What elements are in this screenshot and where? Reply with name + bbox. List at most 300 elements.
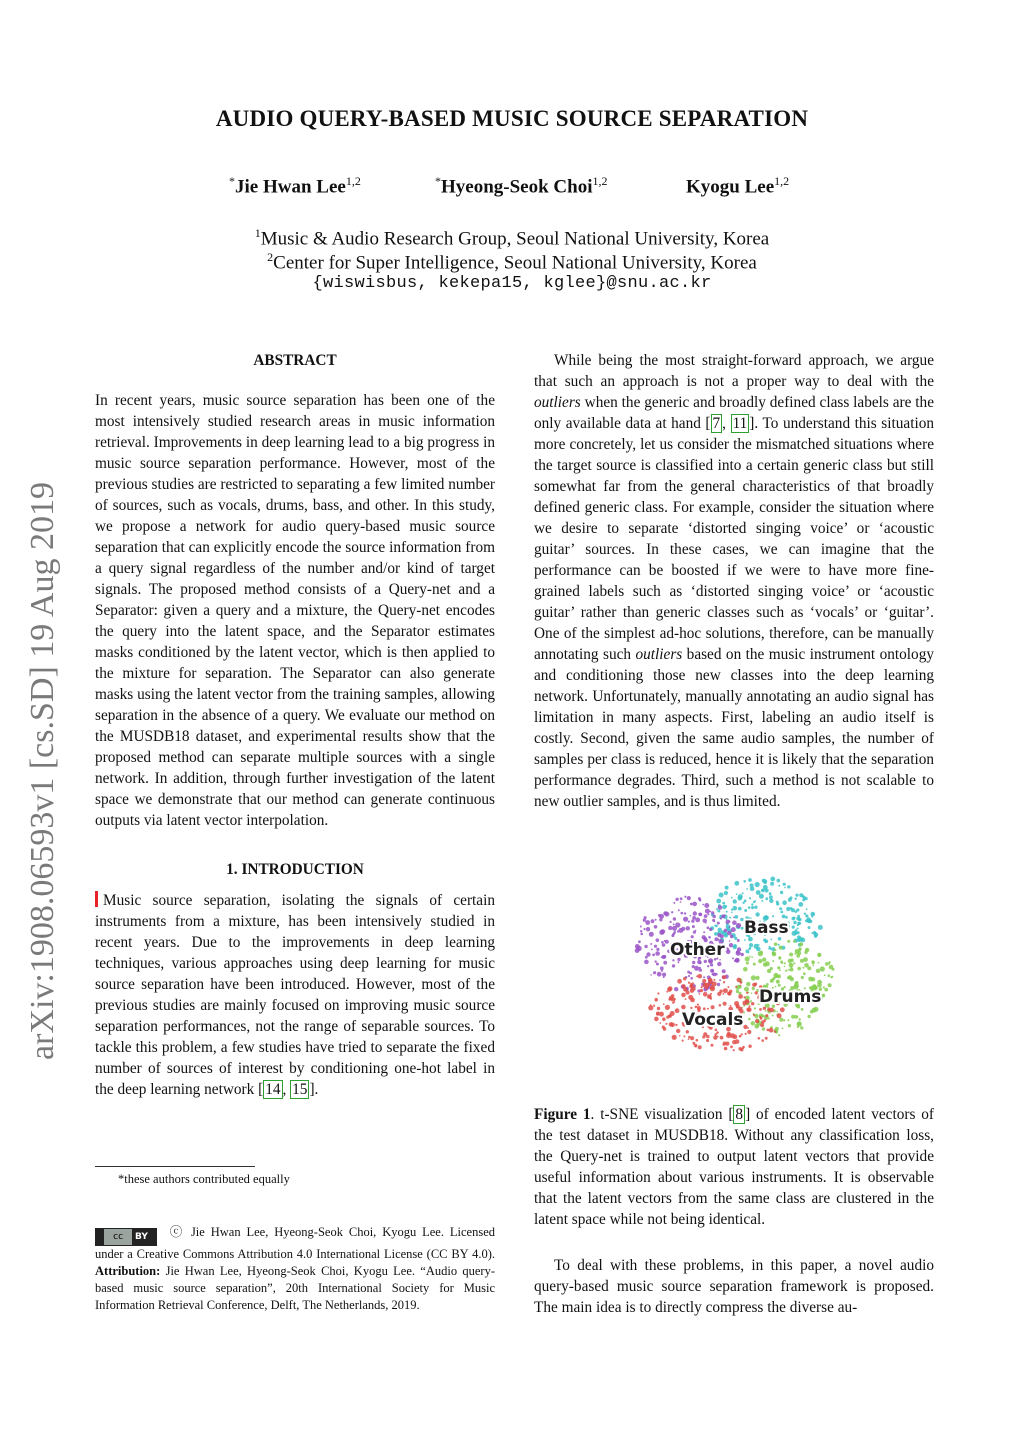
tsne-point-other [654,925,658,929]
tsne-point-other [692,925,695,928]
tsne-point-vocals [765,1037,768,1040]
tsne-point-vocals [657,992,659,994]
tsne-point-drums [772,1015,774,1017]
tsne-point-drums [743,967,748,972]
tsne-point-bass [763,938,766,941]
tsne-point-other [662,955,666,959]
tsne-point-other [644,945,647,948]
tsne-point-bass [770,882,774,886]
tsne-point-bass [756,890,761,895]
tsne-point-vocals [747,1030,751,1034]
tsne-point-vocals [719,1004,722,1007]
tsne-point-bass [784,887,786,889]
tsne-point-vocals [700,989,703,992]
tsne-point-vocals [711,1005,715,1009]
tsne-point-bass [738,894,743,899]
tsne-point-other [717,922,720,925]
tsne-point-bass [797,915,800,918]
tsne-point-bass [743,880,746,883]
tsne-point-vocals [774,1031,776,1033]
tsne-point-other [663,976,665,978]
author-1: *Jie Hwan Lee$^{1,2}$ [229,174,361,198]
tsne-point-other [726,920,730,924]
tsne-point-other [703,919,707,923]
tsne-point-other [644,960,649,965]
tsne-point-bass [805,914,808,917]
footnote-rule [95,1166,255,1167]
tsne-point-bass [795,894,798,897]
tsne-point-other [720,917,722,919]
tsne-point-vocals [744,996,746,998]
tsne-point-other [733,917,735,919]
tsne-point-drums [820,966,825,971]
tsne-point-drums [799,1018,801,1020]
tsne-point-drums [808,977,813,982]
tsne-point-other [675,922,680,927]
tsne-point-other [681,912,684,915]
tsne-point-drums [765,1010,767,1012]
tsne-point-vocals [676,1029,680,1033]
tsne-point-bass [772,915,774,917]
tsne-point-other [729,940,731,942]
tsne-point-vocals [665,1023,667,1025]
tsne-point-bass [795,898,797,900]
tsne-point-drums [750,1000,752,1002]
tsne-point-vocals [761,1039,764,1042]
tsne-point-drums [793,940,796,943]
tsne-point-bass [778,944,780,946]
tsne-point-other [692,916,696,920]
tsne-point-bass [729,917,731,919]
tsne-point-bass [780,891,783,894]
tsne-point-drums [804,963,809,968]
tsne-point-drums [818,962,820,964]
tsne-point-other [703,931,705,933]
tsne-point-drums [746,962,749,965]
tsne-point-vocals [696,975,698,977]
tsne-point-other [668,926,672,930]
tsne-point-bass [792,926,795,929]
abstract-text: In recent years, music source separation has been one of the most intensively studied research areas in music information retrieval. Improvements in deep learning lead to a big progress in music source separation performance. However, most of the previous studies are restricted to separating a few limited number of sources, such as vocals, drums, bass, and other. In this study, we propose a network for audio query-based music source separation that can explicitly encode the source information from a query signal regardless of the number and/or kind of target signals. The proposed method consists of a Query-net and a Separator: given a query and a mixture, the Query-net encodes the query into the latent space, and the Separator estimates masks conditioned by the latent vector, which is then applied to the mixture for separation. The Separator can also generate masks using the latent vector from the training samples, allowing separation in the absence of a query. We evaluate our method on the MUSDB18 dataset, and experimental results show that the proposed method can separate multiple sources with a single network. In addition, through further investigation of the latent space we demonstrate that our method can generate continuous outputs via latent vector interpolation. [95,392,495,829]
tsne-point-drums [797,967,801,971]
tsne-point-bass [765,897,768,900]
tsne-point-bass [769,892,772,895]
citation-link[interactable]: 15 [292,1081,308,1098]
tsne-point-other [695,930,697,932]
tsne-point-other [713,915,716,918]
tsne-point-other [692,961,695,964]
tsne-point-drums [797,1026,799,1028]
author-2: *Hyeong-Seok Choi$^{1,2}$ [435,174,608,198]
tsne-point-drums [828,974,831,977]
tsne-point-other [652,953,655,956]
tsne-point-bass [780,911,783,914]
tsne-point-other [712,919,715,922]
tsne-point-other [660,966,664,970]
tsne-point-bass [731,897,733,899]
tsne-point-drums [751,975,756,980]
tsne-point-drums [804,951,807,954]
tsne-scatter-plot [620,866,850,1056]
tsne-point-vocals [749,1005,751,1007]
tsne-point-vocals [758,1037,761,1040]
tsne-point-other [649,932,654,937]
tsne-point-drums [752,987,755,990]
tsne-point-bass [808,926,811,929]
tsne-point-vocals [748,1045,751,1048]
tsne-point-bass [792,917,796,921]
tsne-point-vocals [743,1025,747,1029]
tsne-point-vocals [740,985,742,987]
tsne-point-bass [755,912,759,916]
tsne-point-other [736,950,740,954]
tsne-point-drums [779,1018,783,1022]
tsne-point-drums [770,979,774,983]
tsne-point-bass [726,911,728,913]
tsne-point-other [692,965,695,968]
tsne-point-vocals [671,997,676,1002]
tsne-point-drums [773,973,778,978]
tsne-point-other [659,914,664,919]
tsne-point-other [654,960,656,962]
tsne-point-bass [776,901,779,904]
tsne-point-other [637,946,642,951]
change-marker [95,891,98,907]
tsne-point-other [731,927,736,932]
tsne-point-vocals [755,1019,759,1023]
tsne-point-drums [817,953,821,957]
tsne-point-other [661,941,664,944]
tsne-point-vocals [739,1035,742,1038]
tsne-point-drums [783,1019,785,1021]
tsne-point-vocals [720,1036,724,1040]
tsne-point-other [726,950,731,955]
tsne-point-bass [751,903,753,905]
tsne-point-drums [829,961,831,963]
tsne-point-other [694,966,699,971]
tsne-point-vocals [742,1047,744,1049]
tsne-point-vocals [717,1036,719,1038]
citation-link[interactable]: 11 [732,415,748,432]
tsne-point-drums [762,1027,765,1030]
tsne-point-bass [763,885,768,890]
tsne-point-drums [830,976,832,978]
tsne-point-other [736,923,741,928]
tsne-point-vocals [703,992,708,997]
tsne-point-other [656,963,659,966]
tsne-point-vocals [662,1026,665,1029]
tsne-point-other [717,962,721,966]
tsne-point-other [693,911,697,915]
tsne-point-bass [748,878,752,882]
tsne-point-bass [748,906,751,909]
tsne-point-vocals [694,1044,698,1048]
tsne-point-other [665,940,669,944]
tsne-point-drums [780,961,783,964]
tsne-point-other [640,933,643,936]
tsne-point-other [691,935,694,938]
tsne-point-other [677,961,679,963]
tsne-point-other [711,970,714,973]
tsne-point-other [704,903,709,908]
tsne-point-drums [777,966,780,969]
paper-title: AUDIO QUERY-BASED MUSIC SOURCE SEPARATION [215,106,809,131]
tsne-point-other [673,902,675,904]
tsne-point-other [656,938,660,942]
tsne-point-other [702,935,706,939]
tsne-point-bass [811,916,813,918]
tsne-point-bass [770,939,772,941]
tsne-point-drums [803,957,808,962]
tsne-point-other [711,911,714,914]
tsne-point-vocals [667,987,672,992]
tsne-point-other [708,936,711,939]
tsne-point-bass [749,897,751,899]
tsne-point-vocals [727,991,731,995]
tsne-point-vocals [688,1038,690,1040]
tsne-point-drums [762,957,766,961]
tsne-point-other [690,915,692,917]
tsne-point-drums [749,956,751,958]
tsne-point-drums [791,966,793,968]
tsne-point-vocals [769,1008,774,1013]
tsne-point-drums [774,942,778,946]
tsne-point-drums [823,986,825,988]
tsne-point-bass [798,902,803,907]
tsne-point-other [710,963,713,966]
tsne-point-other [664,912,669,917]
tsne-point-drums [801,1008,804,1011]
tsne-point-vocals [682,1040,684,1042]
tsne-point-bass [794,932,797,935]
tsne-point-vocals [670,1023,675,1028]
tsne-point-drums [785,970,787,972]
tsne-point-other [670,921,672,923]
tsne-point-drums [810,1010,814,1014]
tsne-point-other [674,987,678,991]
tsne-point-drums [747,1004,749,1006]
tsne-point-vocals [763,1007,766,1010]
tsne-point-vocals [670,1011,675,1016]
tsne-point-other [699,967,701,969]
citation-link[interactable]: 14 [265,1081,281,1098]
tsne-point-other [707,913,709,915]
tsne-point-drums [772,952,776,956]
tsne-point-other [678,909,680,911]
tsne-point-other [702,904,704,906]
tsne-point-other [678,928,683,933]
tsne-point-vocals [751,1002,754,1005]
tsne-figure [620,866,850,1056]
left-column [95,350,495,1100]
tsne-point-other [671,911,673,913]
tsne-point-other [675,898,678,901]
tsne-point-other [673,923,675,925]
introduction-heading: 1. INTRODUCTION [226,861,364,878]
tsne-point-drums [776,980,780,984]
arxiv-identifier: arXiv:1908.06593v1 [cs.SD] 19 Aug 2019 [24,482,61,1060]
tsne-point-other [707,926,710,929]
tsne-point-bass [719,893,724,898]
tsne-point-vocals [738,994,743,999]
tsne-point-vocals [741,1033,743,1035]
tsne-point-other [643,919,646,922]
tsne-point-drums [788,1024,791,1027]
tsne-point-bass [755,882,760,887]
tsne-point-vocals [688,995,693,1000]
tsne-point-bass [807,919,811,923]
tsne-point-other [729,926,731,928]
tsne-point-other [709,960,712,963]
tsne-point-vocals [755,991,758,994]
tsne-point-other [671,934,674,937]
tsne-point-bass [779,907,782,910]
tsne-point-other [687,971,690,974]
tsne-point-bass [783,883,786,886]
tsne-point-drums [803,972,806,975]
tsne-point-bass [798,918,802,922]
tsne-point-bass [769,895,773,899]
tsne-point-bass [777,879,781,883]
tsne-point-other [698,913,701,916]
tsne-point-other [687,896,691,900]
citation-link[interactable]: 7 [712,415,721,432]
tsne-point-vocals [672,1035,677,1040]
tsne-point-drums [779,946,783,950]
tsne-point-drums [788,975,792,979]
tsne-point-other [657,972,662,977]
tsne-point-bass [797,922,800,925]
tsne-point-bass [818,925,823,930]
tsne-point-bass [754,906,757,909]
tsne-point-vocals [723,981,725,983]
tsne-point-vocals [668,1015,670,1017]
tsne-point-vocals [683,977,686,980]
tsne-point-vocals [712,981,717,986]
tsne-point-vocals [738,1047,742,1051]
tsne-point-other [727,931,732,936]
tsne-point-drums [784,962,786,964]
tsne-point-vocals [685,989,688,992]
tsne-point-bass [716,899,721,904]
tsne-point-other [715,973,718,976]
tsne-point-other [703,976,705,978]
tsne-point-bass [750,887,755,892]
tsne-point-other [737,939,740,942]
tsne-point-bass [734,881,739,886]
tsne-point-other [643,928,645,930]
tsne-point-drums [779,957,782,960]
tsne-point-other [640,930,642,932]
citation-link[interactable]: 8 [735,1106,744,1123]
tsne-point-vocals [659,1012,664,1017]
tsne-point-vocals [746,992,748,994]
tsne-point-bass [733,944,737,948]
tsne-point-other [672,964,675,967]
tsne-point-bass [722,902,725,905]
tsne-point-bass [742,892,744,894]
tsne-point-other [705,909,710,914]
tsne-point-bass [715,925,718,928]
tsne-point-bass [746,888,748,890]
tsne-point-vocals [662,1017,666,1021]
tsne-point-drums [824,974,826,976]
tsne-point-bass [722,905,726,909]
author-3: Kyogu Lee$^{1,2}$ [686,174,790,198]
tsne-point-vocals [706,1035,710,1039]
tsne-point-drums [789,953,793,957]
tsne-point-bass [744,939,746,941]
tsne-point-other [732,957,734,959]
tsne-point-other [709,928,712,931]
tsne-point-drums [812,965,814,967]
tsne-point-vocals [706,1039,709,1042]
tsne-point-vocals [697,1004,699,1006]
tsne-point-bass [754,900,756,902]
tsne-point-bass [799,893,803,897]
tsne-point-bass [761,900,763,902]
tsne-point-vocals [765,1014,768,1017]
tsne-point-vocals [671,994,674,997]
tsne-point-bass [811,932,813,934]
tsne-point-vocals [735,1039,740,1044]
tsne-point-drums [788,959,792,963]
tsne-point-vocals [735,986,737,988]
tsne-point-other [684,912,686,914]
tsne-point-drums [744,987,749,992]
tsne-point-vocals [713,979,715,981]
tsne-point-vocals [672,1002,674,1004]
tsne-point-other [688,975,690,977]
tsne-point-vocals [733,1034,738,1039]
tsne-point-other [704,960,707,963]
tsne-point-other [729,943,733,947]
tsne-point-vocals [690,983,692,985]
tsne-point-vocals [681,1005,686,1010]
tsne-point-vocals [708,983,711,986]
tsne-point-other [741,953,744,956]
tsne-point-vocals [654,1017,659,1022]
tsne-point-vocals [701,986,703,988]
tsne-point-vocals [730,1045,733,1048]
tsne-point-vocals [665,1005,670,1010]
tsne-point-vocals [681,993,686,998]
tsne-point-drums [778,1034,780,1036]
tsne-point-bass [770,877,775,882]
tsne-point-drums [746,982,750,986]
tsne-point-bass [716,908,718,910]
tsne-point-bass [813,913,815,915]
tsne-point-vocals [696,1039,699,1042]
tsne-point-vocals [688,982,690,984]
tsne-point-drums [784,966,786,968]
footnote: *these authors contributed equally [118,1172,290,1186]
tsne-point-bass [791,908,795,912]
tsne-point-vocals [727,986,729,988]
tsne-point-vocals [739,981,742,984]
tsne-point-vocals [722,993,724,995]
tsne-point-other [691,919,694,922]
tsne-point-bass [797,928,799,930]
tsne-point-drums [774,949,776,951]
tsne-point-vocals [734,1001,739,1006]
tsne-point-vocals [657,1007,660,1010]
tsne-point-other [654,945,657,948]
tsne-point-other [735,958,740,963]
tsne-point-other [690,903,693,906]
tsne-point-drums [760,951,764,955]
tsne-point-bass [802,898,805,901]
